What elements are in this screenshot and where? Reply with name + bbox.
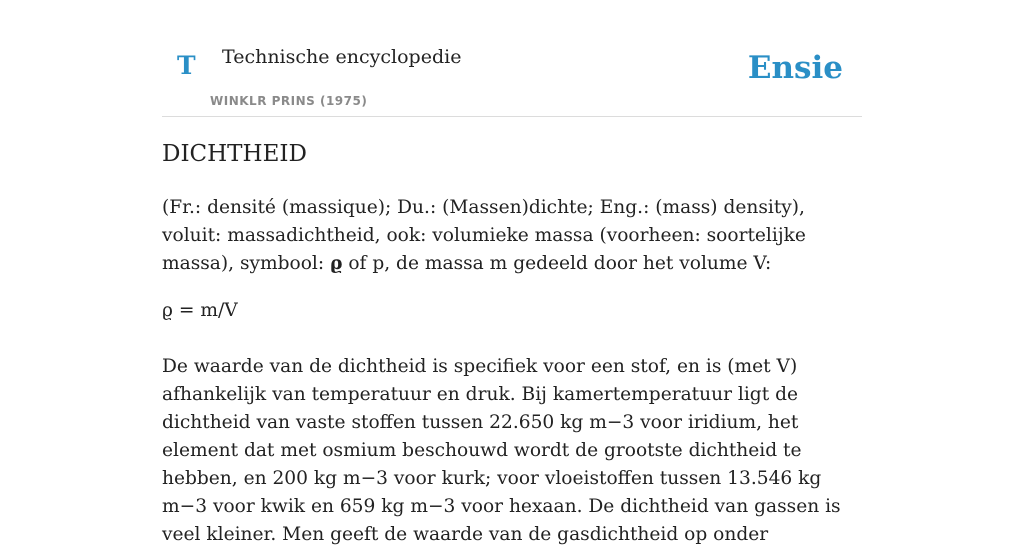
intro-text-after-symbol: of p, de massa m gedeeld door het volume V: — [342, 252, 772, 274]
article-intro — [162, 194, 862, 278]
article — [162, 140, 862, 549]
intro-text-before-symbol: (Fr.: densité (massique); Du.: (Massen)dichte; Eng.: (mass) density), voluit: massadichtheid, ook: volumieke massa (voorheen: soortelijke massa), symbool: — [162, 196, 806, 274]
article-body: De waarde van de dichtheid is specifiek voor een stof, en is (met V) afhankelijk van temperatuur en druk. Bij kamertemperatuur ligt de dichtheid van vaste stoffen tussen 22.650 kg m−3 voor iridium, het element dat met osmium beschouwd wordt de grootste dichtheid te hebben, en 200 kg m−3 voor kurk; voor vloeistoffen tussen 13.546 kg m−3 voor kwik en 659 kg m−3 voor hexaan. De dichtheid van gassen is veel kleiner. Men geeft de waarde van de gasdichtheid op onder — [162, 355, 841, 545]
density-symbol: ϱ — [330, 252, 343, 274]
source-header — [162, 0, 862, 117]
source-logo-icon[interactable]: T — [177, 51, 196, 80]
article-headword: DICHTHEID — [162, 141, 307, 167]
source-title-link[interactable]: Technische encyclopedie — [222, 46, 462, 68]
density-formula: ϱ = m/V — [162, 299, 238, 321]
ensie-logo[interactable]: Ensie — [747, 50, 843, 86]
source-subtitle: WINKLR PRINS (1975) — [210, 94, 368, 108]
